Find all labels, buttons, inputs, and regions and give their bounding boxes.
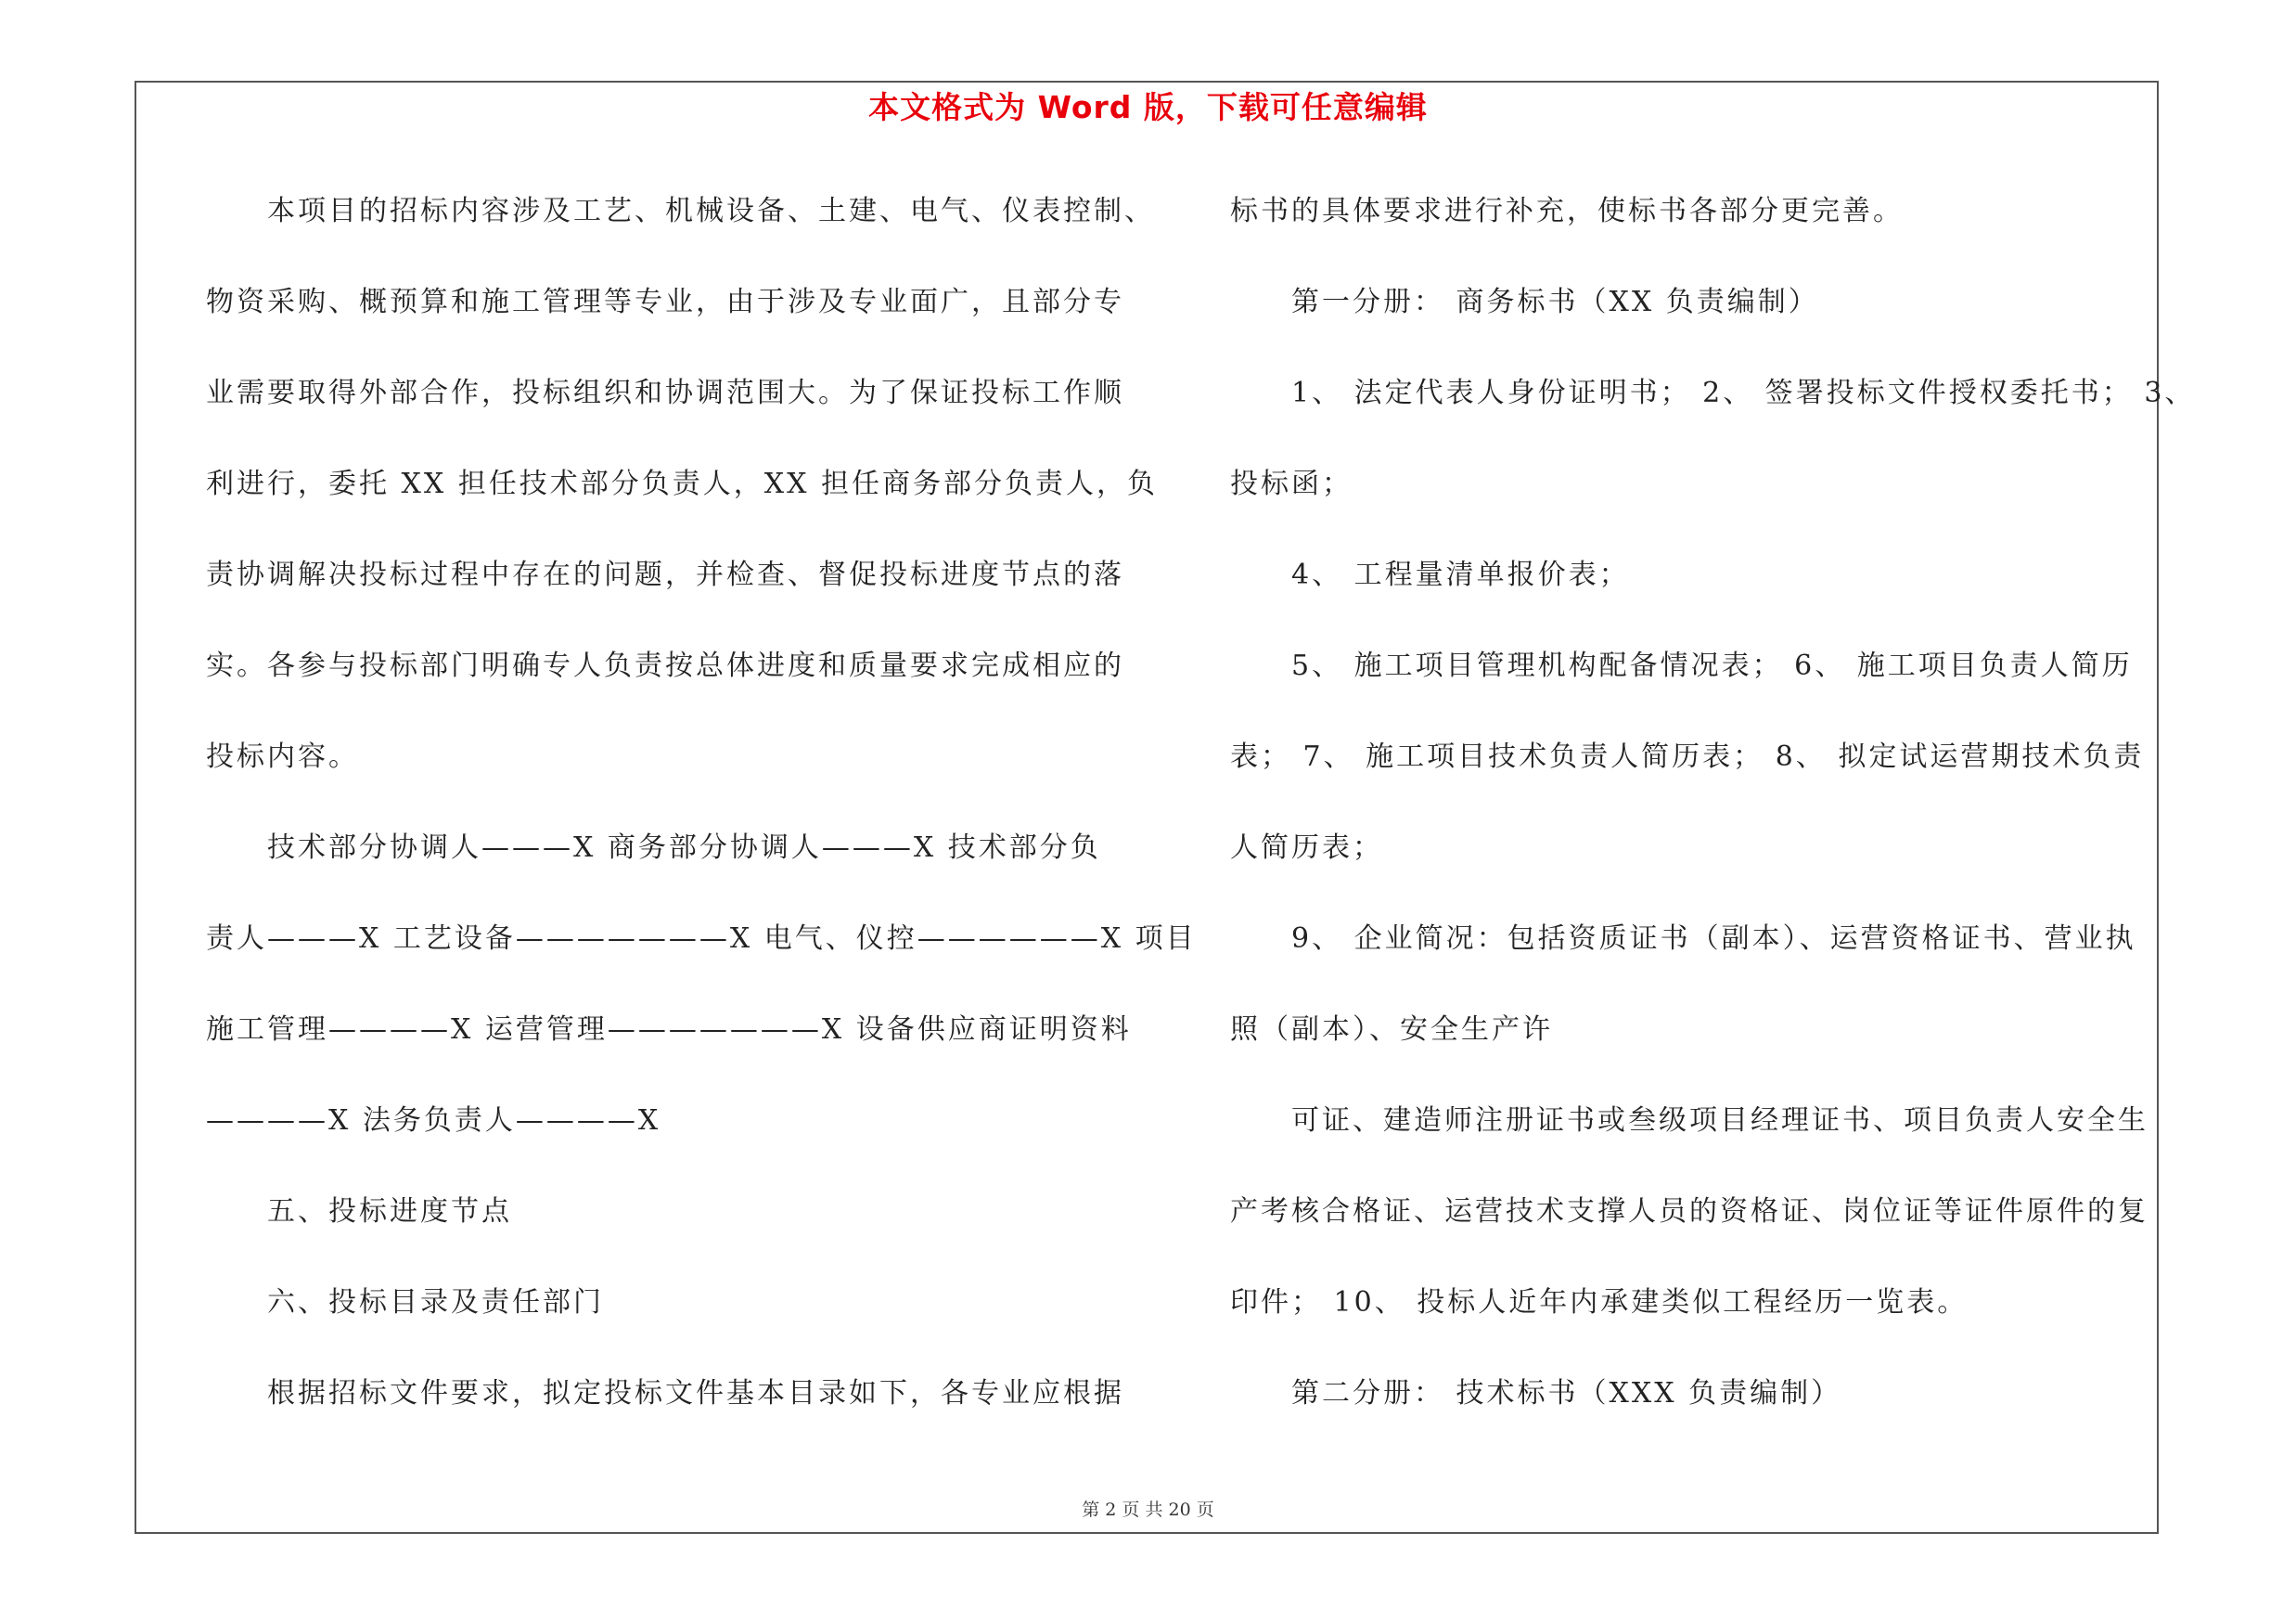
list-item: 产考核合格证、运营技术支撑人员的资格证、岗位证等证件原件的复 <box>1230 1195 2148 1228</box>
list-item: 投标函； <box>1230 468 1353 500</box>
list-item: 9、 企业简况：包括资质证书（副本）、运营资格证书、营业执 <box>1291 922 2136 955</box>
page-number: 第 2 页 共 20 页 <box>1082 1500 1214 1520</box>
section-heading: 六、投标目录及责任部门 <box>267 1286 604 1319</box>
paragraph-line: 责协调解决投标过程中存在的问题，并检查、督促投标进度节点的落 <box>206 559 1124 591</box>
paragraph-line: 标书的具体要求进行补充，使标书各部分更完善。 <box>1230 195 1904 227</box>
list-item: 5、 施工项目管理机构配备情况表； 6、 施工项目负责人简历 <box>1291 650 2133 682</box>
paragraph-line: 实。各参与投标部门明确专人负责按总体进度和质量要求完成相应的 <box>206 650 1124 682</box>
paragraph-line: 施工管理————X 运营管理———————X 设备供应商证明资料 <box>206 1013 1132 1046</box>
paragraph-line: 根据招标文件要求，拟定投标文件基本目录如下，各专业应根据 <box>267 1377 1124 1410</box>
format-notice-banner: 本文格式为 Word 版，下载可任意编辑 <box>868 89 1428 125</box>
paragraph-line: ————X 法务负责人————X <box>206 1104 661 1137</box>
list-item: 表； 7、 施工项目技术负责人简历表； 8、 拟定试运营期技术负责 <box>1230 741 2145 773</box>
section-heading: 五、投标进度节点 <box>267 1195 512 1228</box>
paragraph-line: 本项目的招标内容涉及工艺、机械设备、土建、电气、仪表控制、 <box>267 195 1155 227</box>
list-item: 4、 工程量清单报价表； <box>1291 559 1630 591</box>
left-column <box>206 184 1197 1457</box>
volume-heading: 第一分册： 商务标书（XX 负责编制） <box>1291 286 1819 318</box>
paragraph-line: 业需要取得外部合作，投标组织和协调范围大。为了保证投标工作顺 <box>206 377 1124 409</box>
paragraph-line: 物资采购、概预算和施工管理等专业，由于涉及专业面广，且部分专 <box>206 286 1124 318</box>
right-column <box>1230 184 2196 1457</box>
paragraph-line: 利进行，委托 XX 担任技术部分负责人，XX 担任商务部分负责人，负 <box>206 468 1159 500</box>
paragraph-line: 技术部分协调人———X 商务部分协调人———X 技术部分负 <box>267 831 1101 864</box>
list-item: 人简历表； <box>1230 831 1383 864</box>
volume-heading: 第二分册： 技术标书（XXX 负责编制） <box>1291 1377 1842 1410</box>
list-item: 可证、建造师注册证书或叁级项目经理证书、项目负责人安全生 <box>1291 1104 2148 1137</box>
list-item: 照（副本）、安全生产许 <box>1230 1013 1553 1046</box>
paragraph-line: 责人———X 工艺设备———————X 电气、仪控——————X 项目 <box>206 922 1197 955</box>
paragraph-line: 投标内容。 <box>206 741 359 773</box>
list-item: 印件； 10、 投标人近年内承建类似工程经历一览表。 <box>1230 1286 1969 1319</box>
list-item: 1、 法定代表人身份证明书； 2、 签署投标文件授权委托书； 3、 <box>1291 377 2196 409</box>
